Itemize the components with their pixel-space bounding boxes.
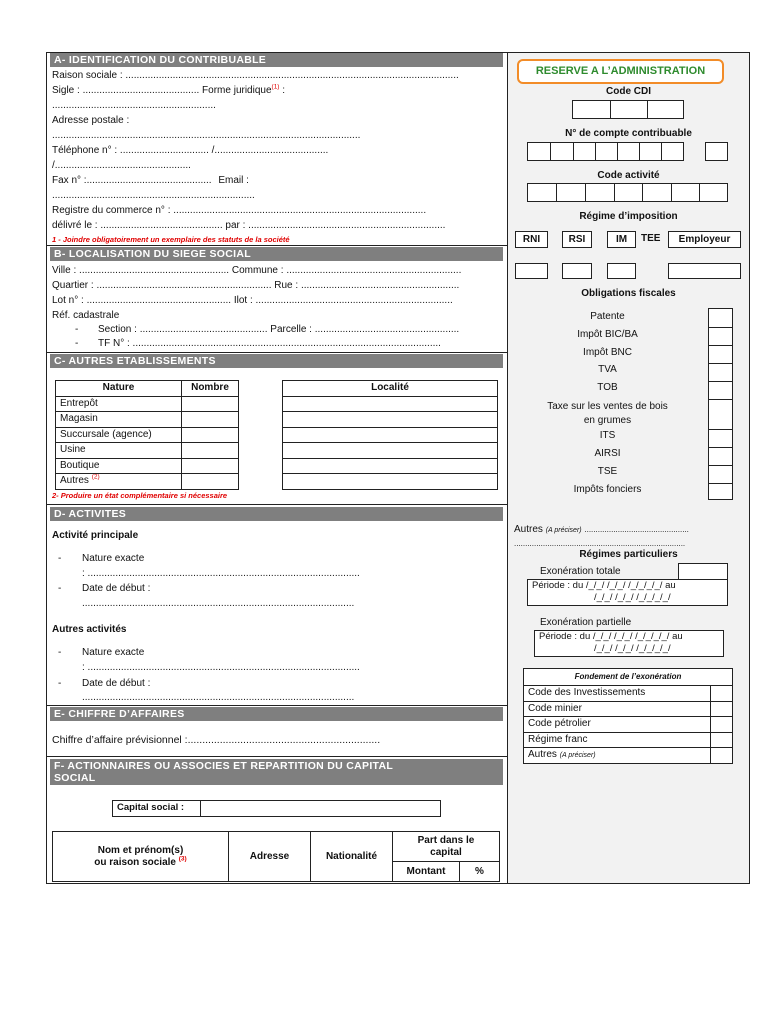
- cell-divider: [709, 345, 732, 346]
- table-row: [283, 474, 498, 490]
- exoneration-totale-checkbox[interactable]: [678, 563, 728, 580]
- section-a-header: A- IDENTIFICATION DU CONTRIBUABLE: [50, 53, 503, 67]
- nombre-cell[interactable]: [182, 474, 239, 490]
- code-cdi-input[interactable]: [572, 100, 684, 119]
- admin-title: RESERVE A L’ADMINISTRATION: [517, 59, 724, 84]
- row-label: Magasin: [56, 412, 182, 428]
- regime-rsi[interactable]: RSI: [562, 231, 592, 248]
- col-montant: Montant: [393, 862, 460, 882]
- table-row: [56, 474, 239, 490]
- fondement-label: Régime franc: [524, 732, 711, 748]
- localite-cell[interactable]: [283, 443, 498, 459]
- forme-juridique-colon: :: [279, 85, 286, 96]
- cell-divider: [647, 101, 648, 118]
- section-c-note: 2- Produire un état complémentaire si nécessaire: [52, 491, 228, 500]
- cell-divider: [709, 327, 732, 328]
- telephone-continuation[interactable]: /.................................................: [52, 160, 191, 171]
- separator: [46, 245, 508, 246]
- fondement-header: Fondement de l’exonération: [524, 669, 733, 686]
- forme-juridique-label: Forme juridique: [202, 85, 272, 96]
- capital-social-input[interactable]: [201, 801, 441, 817]
- section-d-header: D- ACTIVITES: [50, 507, 503, 521]
- table-row: [524, 717, 733, 733]
- bullet-dash: -: [58, 678, 62, 689]
- registre-commerce-field[interactable]: Registre du commerce n° : ...........................................................................................: [52, 205, 427, 216]
- obligation-label: Impôts fonciers: [573, 484, 642, 495]
- section-f-title-line1: F- ACTIONNAIRES OU ASSOCIES ET REPARTITION DU CAPITAL: [54, 760, 394, 772]
- bullet-dash: -: [58, 553, 62, 564]
- obligation-label: TSE: [597, 466, 618, 477]
- row-label: Entrepôt: [56, 396, 182, 412]
- regime-tee[interactable]: TEE: [641, 233, 661, 244]
- separator: [46, 705, 508, 706]
- regime-im-checkbox[interactable]: [607, 263, 636, 279]
- adresse-postale-field[interactable]: ...............................................................................................................: [52, 130, 361, 141]
- cell-divider: [671, 184, 672, 201]
- fondement-checkbox[interactable]: [711, 732, 733, 748]
- tf-field[interactable]: TF N° : ...............................................................................................................: [98, 338, 441, 349]
- cell-divider: [709, 363, 732, 364]
- sigle-label: Sigle : ..........................................: [52, 85, 200, 96]
- col-part-line1: Part dans le: [417, 834, 475, 846]
- bullet-dash: -: [75, 324, 79, 335]
- code-cdi-label: Code CDI: [606, 86, 651, 97]
- separator: [46, 504, 508, 505]
- quartier-rue-field[interactable]: Quartier : ............................................................... Rue : .........................................................: [52, 280, 460, 291]
- obligation-label: Impôt BIC/BA: [577, 329, 638, 340]
- ref-cadastrale-label: Réf. cadastrale: [52, 310, 120, 321]
- cell-divider: [709, 447, 732, 448]
- separator: [46, 352, 508, 353]
- fax-field[interactable]: [52, 175, 249, 187]
- table-row: [524, 701, 733, 717]
- adresse-postale-label: Adresse postale :: [52, 115, 130, 126]
- fondement-label: Code pétrolier: [524, 717, 711, 733]
- fondement-autres-note: (A préciser): [559, 751, 596, 759]
- sigle-continuation[interactable]: ...........................................................: [52, 100, 216, 111]
- date-debut-field[interactable]: ..................................................................................................: [82, 598, 355, 609]
- periode-line2: /_/_/ /_/_/ /_/_/_/_/: [594, 592, 671, 603]
- bullet-dash: -: [75, 338, 79, 349]
- row-label: [56, 474, 182, 490]
- section-parcelle-field[interactable]: Section : .............................................. Parcelle : ....................................................: [98, 324, 460, 335]
- cell-divider: [709, 483, 732, 484]
- fondement-label: Code des Investissements: [524, 686, 711, 702]
- cell-divider: [709, 465, 732, 466]
- fondement-checkbox[interactable]: [711, 701, 733, 717]
- table-row: [283, 458, 498, 474]
- cell-divider: [550, 143, 551, 160]
- cell-divider: [709, 399, 732, 400]
- telephone-field[interactable]: Téléphone n° : ................................ /.........................................: [52, 145, 329, 156]
- fondement-checkbox[interactable]: [711, 748, 733, 764]
- nature-exacte-label: Nature exacte: [82, 647, 145, 658]
- fondement-autres: [524, 748, 711, 764]
- cell-divider: [573, 143, 574, 160]
- table-row: [524, 748, 733, 764]
- obligation-label: TOB: [597, 382, 618, 393]
- col-nom: [53, 832, 229, 882]
- periode-line2: /_/_/ /_/_/ /_/_/_/_/: [594, 643, 671, 654]
- regime-rni[interactable]: RNI: [515, 231, 548, 248]
- obligations-autres-dots: ...............................................: [584, 525, 689, 534]
- section-f-header: [50, 759, 503, 785]
- col-part: [393, 832, 500, 862]
- cell-divider: [709, 381, 732, 382]
- cell-divider: [709, 429, 732, 430]
- periode-line1: Période : du /_/_/ /_/_/ /_/_/_/_/ au: [532, 580, 676, 591]
- autres-label: Autres: [60, 475, 89, 487]
- nombre-cell[interactable]: [182, 412, 239, 428]
- table-row: [56, 458, 239, 474]
- row-label: Usine: [56, 443, 182, 459]
- obligations-autres-field[interactable]: [514, 524, 689, 537]
- obligations-checkbox-column[interactable]: [708, 308, 733, 500]
- bullet-dash: -: [58, 647, 62, 658]
- cell-divider: [639, 143, 640, 160]
- cell-divider: [610, 101, 611, 118]
- table-row: [56, 427, 239, 443]
- regime-employeur[interactable]: Employeur: [668, 231, 741, 248]
- sigle-field[interactable]: [52, 85, 285, 97]
- nombre-cell[interactable]: [182, 396, 239, 412]
- col-nom-note: (3): [178, 855, 187, 863]
- fondement-label: Code minier: [524, 701, 711, 717]
- lot-ilot-field[interactable]: Lot n° : .................................................... Ilot : .......................................................................: [52, 295, 453, 306]
- obligation-label: TVA: [598, 364, 617, 375]
- fondement-table: [523, 668, 733, 764]
- email-label: Email :: [218, 175, 249, 186]
- compte-contribuable-input[interactable]: [527, 142, 684, 161]
- row-label: Succursale (agence): [56, 427, 182, 443]
- cell-divider: [699, 184, 700, 201]
- regime-employeur-checkbox[interactable]: [668, 263, 741, 279]
- date-debut-label: Date de début :: [82, 678, 151, 689]
- localite-cell[interactable]: [283, 396, 498, 412]
- localite-cell[interactable]: [283, 474, 498, 490]
- separator: [46, 756, 508, 757]
- col-localite: Localité: [283, 381, 498, 397]
- table-row: [283, 443, 498, 459]
- autres-activites-label: Autres activités: [52, 624, 127, 635]
- cell-divider: [642, 184, 643, 201]
- exoneration-partielle-periode[interactable]: [534, 630, 724, 657]
- obligations-autres-continuation[interactable]: .............................................................................: [514, 539, 686, 548]
- code-activite-input[interactable]: [527, 183, 728, 202]
- exoneration-totale-periode[interactable]: [527, 579, 728, 606]
- bullet-dash: -: [58, 583, 62, 594]
- table-row: [283, 412, 498, 428]
- table-row: [524, 686, 733, 702]
- nature-exacte-field[interactable]: : ..................................................................................................: [82, 568, 360, 579]
- regime-rsi-checkbox[interactable]: [562, 263, 592, 279]
- section-a-note: 1 - Joindre obligatoirement un exemplaire des statuts de la société: [52, 235, 290, 244]
- fondement-checkbox[interactable]: [711, 686, 733, 702]
- forme-juridique-note: (1): [271, 83, 280, 91]
- regime-im[interactable]: IM: [607, 231, 636, 248]
- table-row: [524, 732, 733, 748]
- cell-divider: [617, 143, 618, 160]
- date-debut-label: Date de début :: [82, 583, 151, 594]
- cell-divider: [595, 143, 596, 160]
- code-activite-label: Code activité: [597, 170, 660, 181]
- capital-social-table: [112, 800, 441, 817]
- obligation-label: Impôt BNC: [583, 347, 632, 358]
- col-nom-line2-text: ou raison sociale: [94, 856, 176, 868]
- email-field[interactable]: .........................................................................: [52, 190, 255, 201]
- table-row: [56, 412, 239, 428]
- compte-cle-input[interactable]: [705, 142, 728, 161]
- obligation-label: ITS: [599, 430, 616, 441]
- obligations-autres-label: Autres: [514, 524, 543, 535]
- obligation-label: en grumes: [583, 415, 632, 426]
- autres-note: (2): [91, 473, 100, 481]
- table-row: [56, 396, 239, 412]
- periode-line1: Période : du /_/_/ /_/_/ /_/_/_/_/ au: [539, 631, 683, 642]
- obligation-label: AIRSI: [594, 448, 621, 459]
- obligations-fiscales-label: Obligations fiscales: [581, 288, 676, 299]
- localite-cell[interactable]: [283, 427, 498, 443]
- col-part-line2: capital: [430, 846, 462, 858]
- cell-divider: [556, 184, 557, 201]
- chiffre-affaires-field[interactable]: Chiffre d’affaire prévisionnel :..................................................................: [52, 734, 381, 746]
- table-row: [56, 443, 239, 459]
- raison-sociale-field[interactable]: Raison sociale : ........................................................................................................................: [52, 70, 459, 81]
- localite-cell[interactable]: [283, 458, 498, 474]
- col-nationalite: Nationalité: [311, 832, 393, 882]
- fondement-autres-label: Autres: [528, 748, 557, 760]
- cell-divider: [661, 143, 662, 160]
- obligation-label: Patente: [590, 311, 625, 322]
- nombre-cell[interactable]: [182, 458, 239, 474]
- exoneration-totale-label: Exonération totale: [540, 566, 621, 577]
- col-nature: Nature: [56, 381, 182, 397]
- col-adresse: Adresse: [229, 832, 311, 882]
- delivre-field[interactable]: délivré le : ............................................ par : .......................................................................: [52, 220, 446, 231]
- cell-divider: [614, 184, 615, 201]
- table-row: [283, 427, 498, 443]
- obligation-label: Taxe sur les ventes de bois: [547, 401, 668, 412]
- col-nombre: Nombre: [182, 381, 239, 397]
- table-row: [283, 396, 498, 412]
- actionnaires-table: [52, 831, 500, 882]
- section-b-header: B- LOCALISATION DU SIEGE SOCIAL: [50, 247, 503, 261]
- cell-divider: [585, 184, 586, 201]
- fondement-checkbox[interactable]: [711, 717, 733, 733]
- ville-commune-field[interactable]: Ville : ...................................................... Commune : ...............................................................: [52, 265, 462, 276]
- compte-contribuable-label: N° de compte contribuable: [565, 128, 692, 139]
- date-debut-field[interactable]: ..................................................................................................: [82, 692, 355, 703]
- nature-exacte-label: Nature exacte: [82, 553, 145, 564]
- section-f-title-line2: SOCIAL: [54, 772, 96, 784]
- col-nom-line2: [57, 857, 224, 869]
- regime-rni-checkbox[interactable]: [515, 263, 548, 279]
- localite-table: [282, 380, 498, 490]
- fax-label: Fax n° :.............................................: [52, 175, 212, 186]
- activite-principale-label: Activité principale: [52, 530, 139, 541]
- regime-imposition-label: Régime d’imposition: [579, 211, 678, 222]
- localite-cell[interactable]: [283, 412, 498, 428]
- nombre-cell[interactable]: [182, 443, 239, 459]
- regimes-particuliers-label: Régimes particuliers: [579, 549, 678, 560]
- exoneration-partielle-label: Exonération partielle: [540, 617, 632, 628]
- row-label: Boutique: [56, 458, 182, 474]
- col-pourcentage: %: [460, 862, 500, 882]
- obligations-autres-note: (A préciser): [545, 527, 582, 534]
- nombre-cell[interactable]: [182, 427, 239, 443]
- etablissements-table: [55, 380, 239, 490]
- capital-social-label: Capital social :: [113, 801, 201, 817]
- section-c-header: C- AUTRES ETABLISSEMENTS: [50, 354, 503, 368]
- section-e-header: E- CHIFFRE D’AFFAIRES: [50, 707, 503, 721]
- col-nom-line1: Nom et prénom(s): [97, 844, 184, 856]
- nature-exacte-field[interactable]: : ..................................................................................................: [82, 662, 360, 673]
